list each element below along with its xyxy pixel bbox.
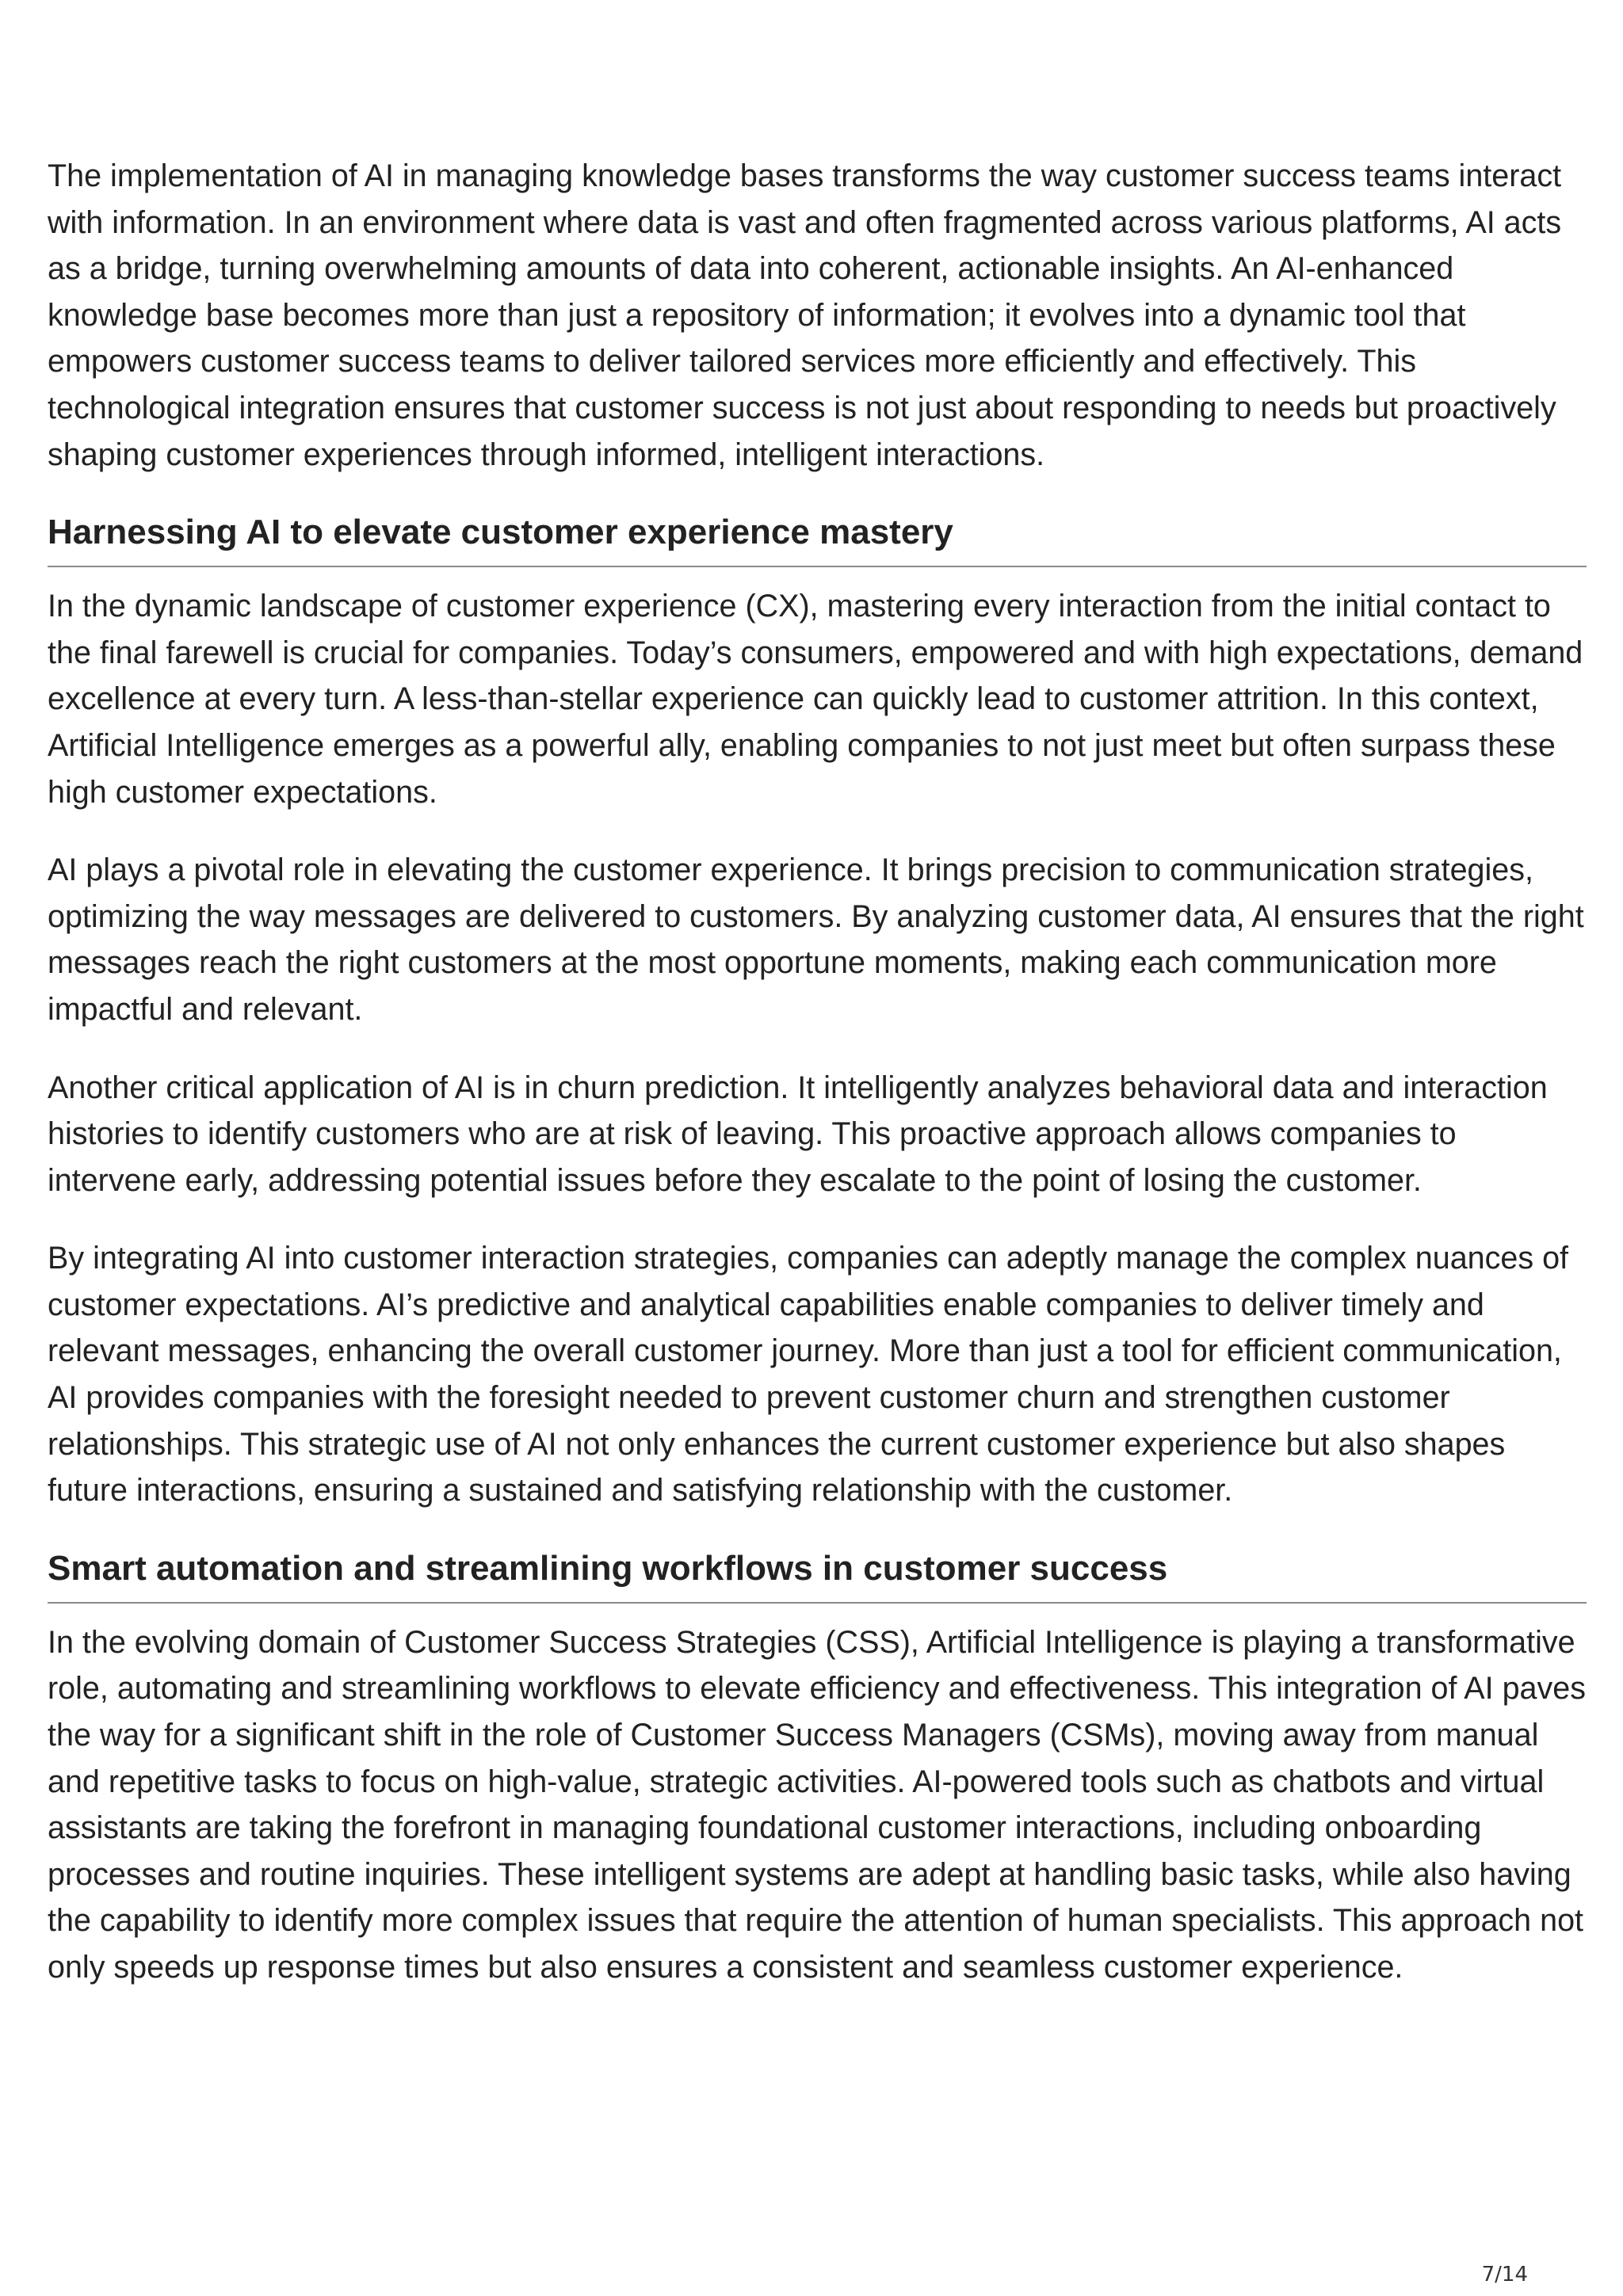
section-heading-smart-automation: Smart automation and streamlining workflows in customer success xyxy=(48,1548,1168,1588)
paragraph: AI plays a pivotal role in elevating the customer experience. It brings precision to communication strategies, optimizing the way messages are delivered to customers. By analyzing customer data, AI ensures that the right messages reach the right customers at the most opportune moments, making each communication more impactful and relevant. xyxy=(48,852,1584,1027)
section-harnessing-ai xyxy=(48,509,1587,1514)
page-number: 7/14 xyxy=(1481,2263,1528,2286)
heading-divider xyxy=(48,566,1587,567)
intro-paragraph: The implementation of AI in managing knowledge bases transforms the way customer success teams interact with information. In an environment where data is vast and often fragmented across various platforms, AI acts as a bridge, turning overwhelming amounts of data into coherent, actionable insights. An AI-enhanced knowledge base becomes more than just a repository of information; it evolves into a dynamic tool that empowers customer success teams to deliver tailored services more efficiently and effectively. This technological integration ensures that customer success is not just about responding to needs but proactively shaping customer experiences through informed, intelligent interactions. xyxy=(48,158,1562,472)
section-smart-automation xyxy=(48,1546,1587,1991)
paragraph: Another critical application of AI is in churn prediction. It intelligently analyzes behavioral data and interaction histories to identify customers who are at risk of leaving. This proactive approach allows companies to intervene early, addressing potential issues before they escalate to the point of losing the customer. xyxy=(48,1070,1548,1198)
paragraph: By integrating AI into customer interaction strategies, companies can adeptly manage the complex nuances of customer expectations. AI’s predictive and analytical capabilities enable companies to deliver timely and relevant messages, enhancing the overall customer journey. More than just a tool for efficient communication, AI provides companies with the foresight needed to prevent customer churn and strengthen customer relationships. This strategic use of AI not only enhances the current customer experience but also shapes future interactions, ensuring a sustained and satisfying relationship with the customer. xyxy=(48,1241,1569,1508)
document-page xyxy=(48,153,1587,2023)
heading-divider xyxy=(48,1602,1587,1604)
section-heading-harnessing-ai: Harnessing AI to elevate customer experience mastery xyxy=(48,513,953,552)
paragraph: In the dynamic landscape of customer experience (CX), mastering every interaction from the initial contact to the final farewell is crucial for companies. Today’s consumers, empowered and with high expectations, demand excellence at every turn. A less-than-stellar experience can quickly lead to customer attrition. In this context, Artificial Intelligence emerges as a powerful ally, enabling companies to not just meet but often surpass these high customer expectations. xyxy=(48,589,1583,810)
paragraph: In the evolving domain of Customer Success Strategies (CSS), Artificial Intelligence is playing a transformative role, automating and streamlining workflows to elevate efficiency and effectiveness. This integration of AI paves the way for a significant shift in the role of Customer Success Managers (CSMs), moving away from manual and repetitive tasks to focus on high-value, strategic activities. AI-powered tools such as chatbots and virtual assistants are taking the forefront in managing foundational customer interactions, including onboarding processes and routine inquiries. These intelligent systems are adept at handling basic tasks, while also having the capability to identify more complex issues that require the attention of human specialists. This approach not only speeds up response times but also ensures a consistent and seamless customer experience. xyxy=(48,1624,1586,1985)
